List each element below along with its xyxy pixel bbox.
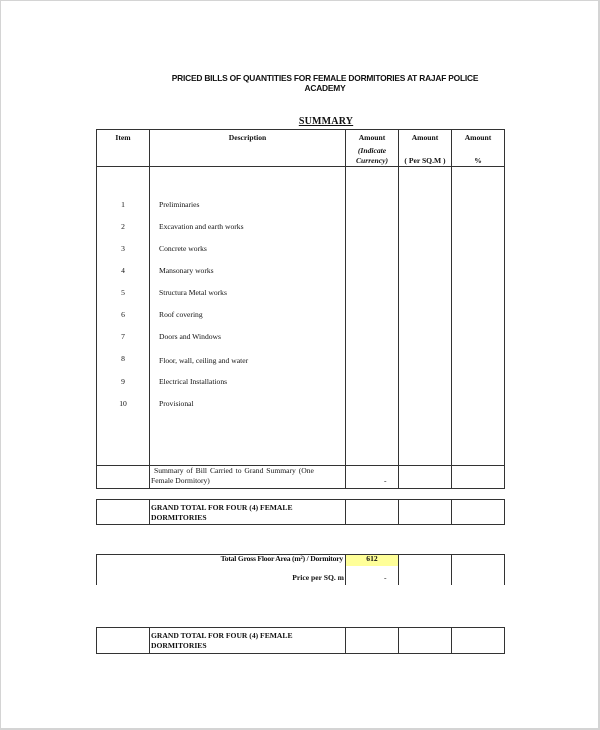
row-item-number: 3 [121, 244, 125, 253]
column-header-amount-currency-sub2: Currency) [355, 156, 389, 165]
grand-total-label-line1: GRAND TOTAL FOR FOUR (4) FEMALE [151, 503, 293, 512]
summary-row-amount: - [384, 476, 387, 485]
column-divider [451, 554, 452, 585]
price-per-sqm-value: - [384, 573, 387, 582]
column-header-amount-per-sqm: Amount [411, 133, 439, 142]
column-header-amount-currency: Amount [358, 133, 386, 142]
column-divider [451, 499, 452, 525]
row-description: Doors and Windows [159, 332, 221, 341]
column-divider [451, 129, 452, 489]
row-description: Preliminaries [159, 200, 200, 209]
column-divider [149, 499, 150, 525]
column-divider [398, 499, 399, 525]
row-description: Roof covering [159, 310, 203, 319]
column-divider [345, 627, 346, 654]
row-description: Excavation and earth works [159, 222, 244, 231]
page-edge [0, 0, 600, 1]
column-divider [149, 627, 150, 654]
column-header-description: Description [228, 133, 267, 142]
column-header-amount-percent: Amount [464, 133, 492, 142]
summary-table-border [96, 129, 505, 489]
column-divider [345, 129, 346, 489]
column-divider [149, 129, 150, 489]
column-header-item: Item [115, 133, 131, 142]
row-description: Concrete works [159, 244, 207, 253]
header-divider [96, 166, 505, 167]
column-header-amount-percent-sub: % [474, 156, 482, 165]
summary-row-line1: Summary of Bill Carried to Grand Summary (One [154, 466, 314, 475]
row-description: Provisional [159, 399, 194, 408]
row-item-number: 5 [121, 288, 125, 297]
document-title-line1: PRICED BILLS OF QUANTITIES FOR FEMALE DORMITORIES AT RAJAF POLICE [171, 73, 479, 83]
row-item-number: 1 [121, 200, 125, 209]
row-description: Floor, wall, ceiling and water [159, 356, 249, 365]
column-divider [398, 554, 399, 585]
document-title [150, 73, 500, 93]
column-divider [451, 627, 452, 654]
floor-area-right-border [504, 554, 505, 585]
row-description: Electrical Installations [159, 377, 228, 386]
grand-total-label-line1: GRAND TOTAL FOR FOUR (4) FEMALE [151, 631, 293, 640]
page-edge [0, 0, 1, 730]
row-item-number: 10 [119, 399, 127, 408]
section-heading: SUMMARY [298, 116, 354, 127]
summary-row-line2: Female Dormitory) [151, 476, 210, 485]
floor-area-value: 612 [366, 554, 378, 563]
price-per-sqm-label: Price per SQ. m [292, 573, 344, 582]
row-item-number: 9 [121, 377, 125, 386]
grand-total-label-line2: DORMITORIES [151, 513, 207, 522]
row-item-number: 4 [121, 266, 125, 275]
row-item-number: 8 [121, 354, 125, 363]
column-divider [398, 129, 399, 489]
row-item-number: 2 [121, 222, 125, 231]
grand-total-label-line2: DORMITORIES [151, 641, 207, 650]
row-item-number: 7 [121, 332, 125, 341]
floor-area-label: Total Gross Floor Area (m²) / Dormitory [220, 554, 343, 563]
column-divider [398, 627, 399, 654]
column-header-amount-per-sqm-sub: ( Per SQ.M ) [404, 156, 446, 165]
row-description: Mansonary works [159, 266, 214, 275]
document-title-line2: ACADEMY [304, 83, 346, 93]
column-divider [345, 499, 346, 525]
row-item-number: 6 [121, 310, 125, 319]
column-header-amount-currency-sub1: (Indicate [357, 146, 387, 155]
row-description: Structura Metal works [159, 288, 227, 297]
floor-area-left-border [96, 554, 97, 585]
